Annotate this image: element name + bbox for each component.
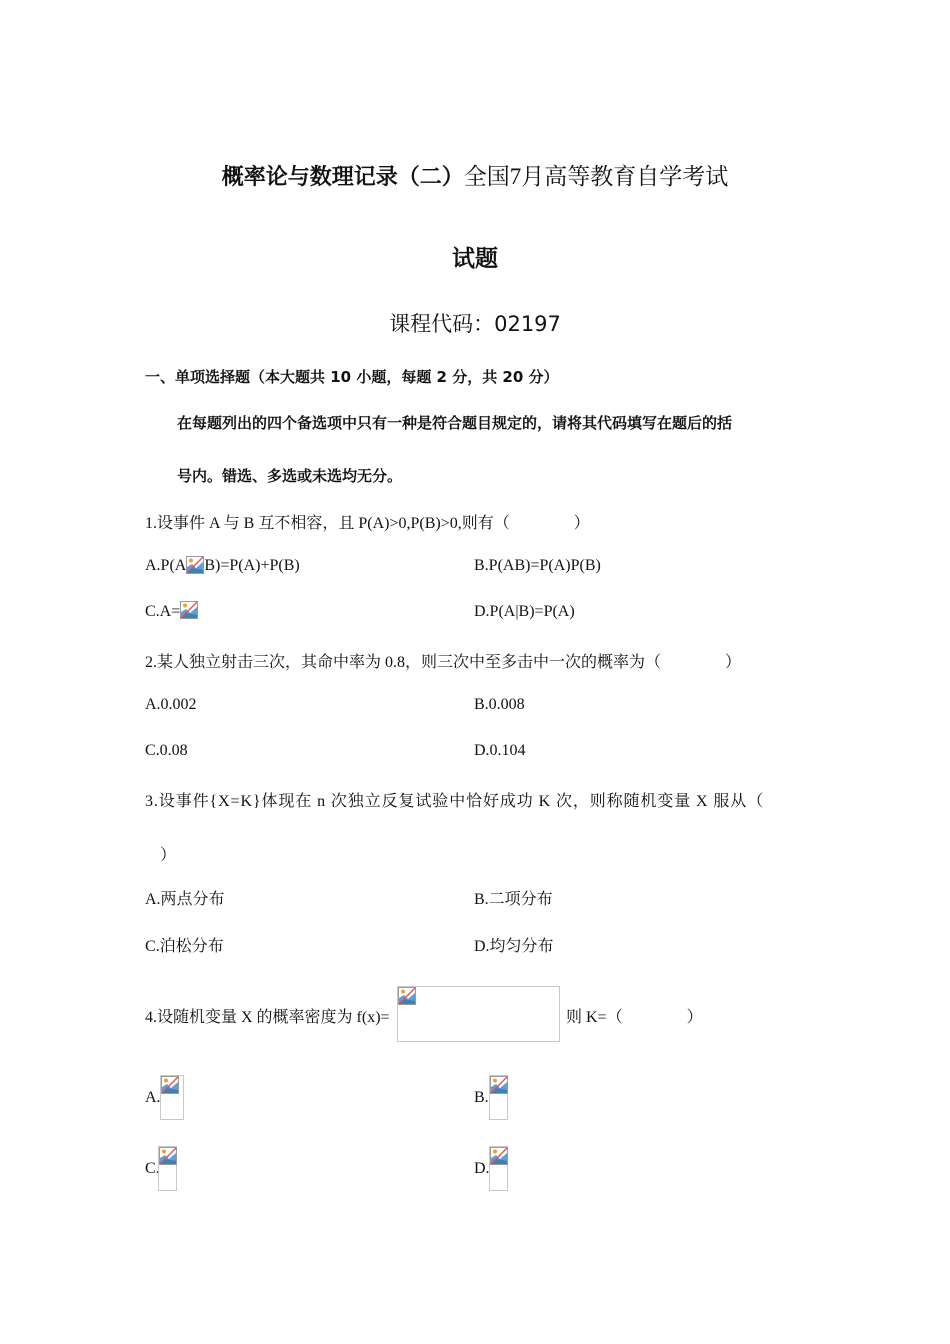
q4-option-d: D. [474,1160,490,1177]
q2-option-b: B.0.008 [474,696,525,713]
q1-option-d: D.P(A|B)=P(A) [474,603,575,620]
broken-image-icon [490,1076,508,1094]
q4-option-c: C. [145,1160,160,1177]
course-code: 课程代码：02197 [389,312,561,336]
exam-title-rest: 全国7月高等教育自学考试 [463,164,729,189]
q3-stem: 3.设事件{X=K}体现在 n 次独立反复试验中恰好成功 K 次，则称随机变量 X 服从（ [145,793,765,810]
q4-option-c-image [158,1146,177,1191]
q1-option-a-pre: A.P(A [145,557,187,574]
q4-option-b: B. [474,1089,489,1106]
exam-title-bold: 概率论与数理记录（二） [221,165,464,190]
q3-option-d: D.均匀分布 [474,938,554,955]
broken-image-icon [490,1147,508,1165]
q2-stem: 2.某人独立射击三次，其命中率为 0.8，则三次中至多击中一次的概率为（ ） [145,654,742,671]
section-instructions-1: 在每题列出的四个备选项中只有一种是符合题目规定的，请将其代码填写在题后的括 [177,414,733,432]
q3-option-a: A.两点分布 [145,891,225,908]
q1-option-a-post: B)=P(A)+P(B) [204,557,300,574]
section-heading: 一、单项选择题（本大题共 10 小题，每题 2 分，共 20 分） [145,368,559,386]
q1-option-c-text: C.A= [145,603,181,620]
broken-image-icon [159,1147,177,1165]
exam-title-line1 [0,158,950,191]
broken-image-icon [161,1076,179,1094]
q4-option-a: A. [145,1089,161,1106]
broken-image-icon [180,601,198,621]
q3-option-c: C.泊松分布 [145,938,224,955]
q1-stem: 1.设事件 A 与 B 互不相容，且 P(A)>0,P(B)>0,则有（ ） [145,515,590,532]
q4-stem-pre: 4.设随机变量 X 的概率密度为 f(x)= [145,1009,390,1026]
q2-option-d: D.0.104 [474,742,526,759]
q4-stem-post: 则 K=（ ） [566,1009,703,1026]
q3-stem-close: ） [160,847,177,864]
density-formula-image [397,986,560,1042]
q1-option-b: B.P(AB)=P(A)P(B) [474,557,601,574]
exam-title-line2: 试题 [452,246,498,272]
broken-image-icon [398,987,416,1005]
q2-option-c: C.0.08 [145,742,188,759]
q4-option-b-image [489,1075,508,1120]
q1-option-a [145,557,300,575]
broken-image-icon [186,556,204,574]
q4-option-d-image [489,1146,508,1191]
q2-option-a: A.0.002 [145,696,197,713]
q1-option-c [145,603,198,621]
q4-option-a-image [160,1075,184,1120]
section-instructions-2: 号内。错选、多选或未选均无分。 [177,467,403,485]
q3-option-b: B.二项分布 [474,891,553,908]
